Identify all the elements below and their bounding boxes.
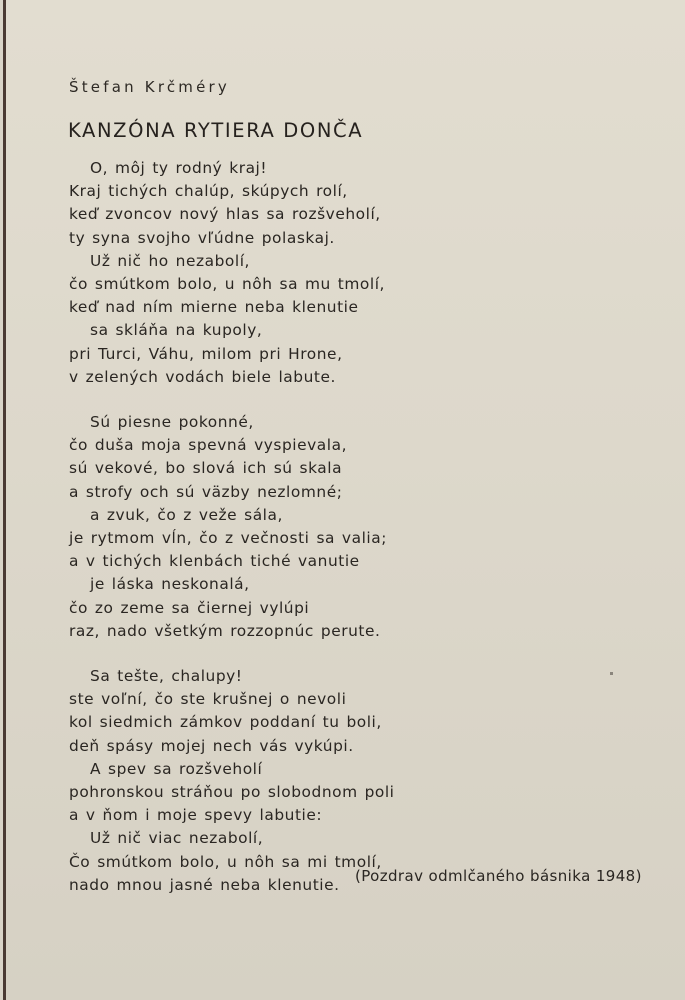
page-edge	[3, 0, 6, 1000]
page	[3, 0, 685, 1000]
poem-line: deň spásy mojej nech vás vykúpi.	[69, 736, 354, 755]
author-name: Štefan Krčméry	[69, 78, 230, 96]
poem-line: pohronskou stráňou po slobodnom poli	[69, 783, 395, 802]
poem-line: Už nič ho nezabolí,	[90, 251, 250, 270]
poem-line: Už nič viac nezabolí,	[90, 829, 264, 848]
poem-line: kol siedmich zámkov poddaní tu boli,	[69, 713, 382, 732]
poem-line: Kraj tichých chalúp, skúpych rolí,	[69, 182, 348, 201]
poem-line: Čo smútkom bolo, u nôh sa mi tmolí,	[69, 852, 382, 871]
poem-line: nado mnou jasné neba klenutie.	[69, 875, 340, 894]
poem-line: sú vekové, bo slová ich sú skala	[69, 459, 343, 478]
poem-line: Sa tešte, chalupy!	[90, 667, 243, 686]
poem-line: keď nad ním mierne neba klenutie	[69, 298, 359, 317]
poem-line: čo smútkom bolo, u nôh sa mu tmolí,	[69, 275, 385, 294]
poem-line: ste voľní, čo ste krušnej o nevoli	[69, 690, 347, 709]
closing-note: (Pozdrav odmlčaného básnika 1948)	[355, 867, 642, 885]
poem-line: ty syna svojho vľúdne polaskaj.	[69, 228, 335, 247]
poem-line: O, môj ty rodný kraj!	[90, 159, 268, 177]
poem-line: Sú piesne pokonné,	[90, 413, 254, 432]
poem-body	[69, 157, 395, 919]
poem-line: a v ňom i moje spevy labutie:	[69, 806, 323, 825]
poem-line: je rytmom vĺn, čo z večnosti sa valia;	[69, 529, 387, 548]
poem-line: a zvuk, čo z veže sála,	[90, 505, 283, 524]
stanza-3	[69, 665, 395, 897]
poem-line: raz, nado všetkým rozzopnúc perute.	[69, 621, 381, 640]
paper-speck	[610, 672, 613, 675]
poem-line: A spev sa rozšveholí	[90, 759, 263, 778]
poem-line: sa skláňa na kupoly,	[90, 321, 263, 340]
poem-line: pri Turci, Váhu, milom pri Hrone,	[69, 344, 343, 363]
stanza-2	[69, 411, 395, 643]
poem-line: čo zo zeme sa čiernej vylúpi	[69, 598, 310, 617]
poem-line: čo duša moja spevná vyspievala,	[69, 436, 348, 455]
poem-line: a strofy och sú väzby nezlomné;	[69, 482, 343, 501]
poem-line: v zelených vodách biele labute.	[69, 367, 336, 386]
poem-line: keď zvoncov nový hlas sa rozšveholí,	[69, 205, 381, 224]
stanza-1	[69, 157, 395, 389]
poem-line: a v tichých klenbách tiché vanutie	[69, 552, 360, 571]
poem-line: je láska neskonalá,	[90, 575, 250, 594]
poem-title: KANZÓNA RYTIERA DONČA	[68, 119, 364, 142]
